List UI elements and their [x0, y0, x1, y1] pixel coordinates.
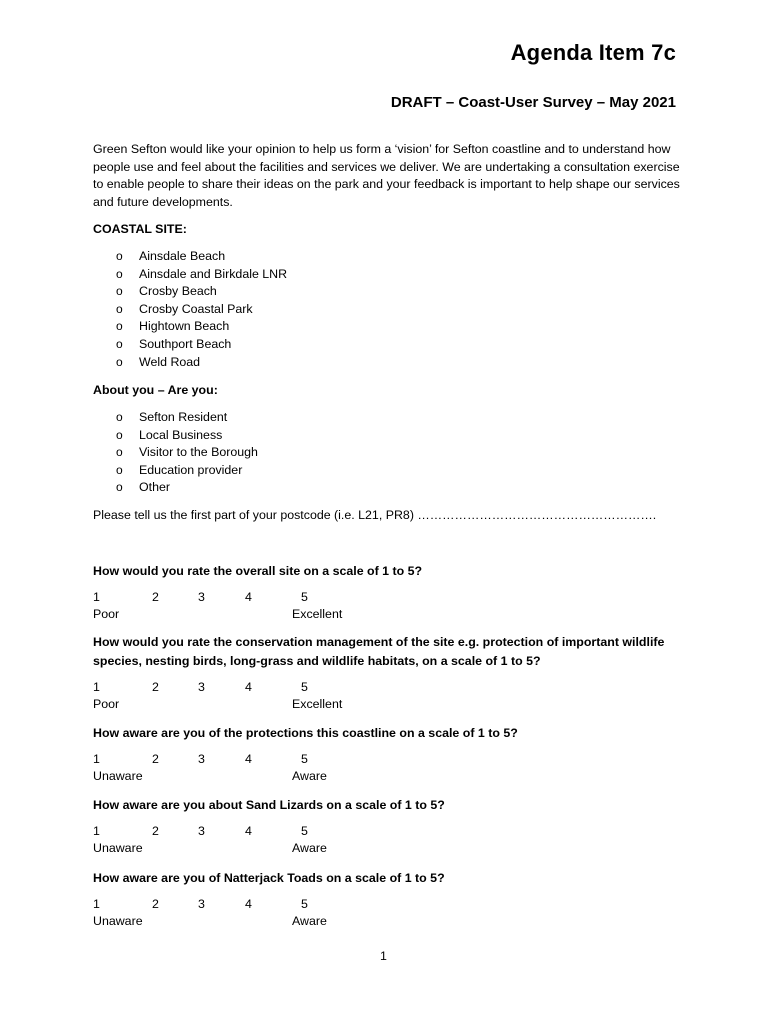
coastal-site-heading: COASTAL SITE: [93, 222, 187, 236]
radio-circle-icon: o [116, 354, 123, 369]
postcode-prompt[interactable]: Please tell us the first part of your postcode (i.e. L21, PR8) …………………………………………………. [93, 508, 657, 522]
scale-high-label: Excellent [292, 697, 343, 711]
coastal-site-option[interactable]: o Ainsdale Beach [116, 248, 287, 266]
rating-scale [93, 590, 493, 624]
coastal-site-option[interactable]: o Crosby Coastal Park [116, 301, 287, 319]
agenda-item-label: Agenda Item 7c [510, 40, 676, 65]
scale-option[interactable]: 3 [198, 680, 205, 694]
about-you-option[interactable]: o Education provider [116, 462, 258, 480]
question-overall-rating: How would you rate the overall site on a scale of 1 to 5? [93, 564, 423, 578]
rating-scale [93, 752, 493, 786]
scale-option[interactable]: 5 [301, 590, 308, 604]
radio-circle-icon: o [116, 301, 123, 316]
question-conservation-rating: How would you rate the conservation management of the site e.g. protection of important wildlife species, nesting birds, long-grass and wildlife habitats, on a scale of 1 to 5? [93, 635, 665, 668]
scale-option[interactable]: 1 [93, 824, 100, 838]
rating-scale [93, 680, 493, 714]
scale-high-label: Aware [292, 841, 327, 855]
scale-option[interactable]: 3 [198, 590, 205, 604]
coastal-site-options [116, 248, 287, 371]
radio-circle-icon: o [116, 462, 123, 477]
scale-option[interactable]: 2 [152, 824, 159, 838]
coastal-site-option[interactable]: o Hightown Beach [116, 318, 287, 336]
scale-option[interactable]: 1 [93, 680, 100, 694]
scale-option[interactable]: 2 [152, 897, 159, 911]
radio-circle-icon: o [116, 427, 123, 442]
page-number: 1 [380, 949, 387, 963]
survey-title: DRAFT – Coast-User Survey – May 2021 [390, 94, 676, 111]
radio-circle-icon: o [116, 480, 123, 495]
radio-circle-icon: o [116, 249, 123, 263]
scale-low-label: Unaware [93, 914, 143, 928]
scale-low-label: Unaware [93, 841, 143, 855]
scale-low-label: Poor [93, 607, 120, 621]
scale-option[interactable]: 5 [301, 897, 308, 911]
scale-option[interactable]: 4 [245, 897, 252, 911]
scale-option[interactable]: 1 [93, 752, 100, 766]
coastal-site-option[interactable]: o Weld Road [116, 354, 287, 372]
radio-circle-icon: o [116, 410, 123, 424]
rating-scale [93, 897, 493, 931]
question-sand-lizards-awareness: How aware are you about Sand Lizards on a scale of 1 to 5? [93, 798, 445, 812]
scale-option[interactable]: 2 [152, 680, 159, 694]
radio-circle-icon: o [116, 336, 123, 351]
about-you-options [116, 409, 258, 497]
scale-option[interactable]: 2 [152, 752, 159, 766]
about-you-option[interactable]: o Sefton Resident [116, 409, 258, 427]
scale-option[interactable]: 3 [198, 752, 205, 766]
about-you-option[interactable]: o Visitor to the Borough [116, 444, 258, 462]
scale-option[interactable]: 1 [93, 590, 100, 604]
question-natterjack-toads-awareness: How aware are you of Natterjack Toads on a scale of 1 to 5? [93, 871, 445, 885]
scale-option[interactable]: 4 [245, 824, 252, 838]
scale-high-label: Excellent [292, 607, 343, 621]
scale-option[interactable]: 4 [245, 590, 252, 604]
about-you-option[interactable]: o Other [116, 479, 258, 497]
scale-high-label: Aware [292, 769, 327, 783]
scale-option[interactable]: 1 [93, 897, 100, 911]
intro-paragraph: Green Sefton would like your opinion to help us form a ‘vision’ for Sefton coastline and to understand how people use and feel about the facilities and services we deliver. We are undertaking a consultation exercise to enable people to share their ideas on the park and your feedback is important to help shape our services and future developments. [93, 142, 680, 209]
scale-option[interactable]: 3 [198, 824, 205, 838]
about-you-heading: About you – Are you: [93, 383, 218, 397]
coastal-site-option[interactable]: o Crosby Beach [116, 283, 287, 301]
scale-option[interactable]: 5 [301, 680, 308, 694]
radio-circle-icon: o [116, 445, 123, 460]
scale-option[interactable]: 3 [198, 897, 205, 911]
scale-high-label: Aware [292, 914, 327, 928]
radio-circle-icon: o [116, 266, 123, 281]
radio-circle-icon: o [116, 284, 123, 299]
scale-option[interactable]: 5 [301, 752, 308, 766]
scale-low-label: Unaware [93, 769, 143, 783]
scale-low-label: Poor [93, 697, 120, 711]
scale-option[interactable]: 4 [245, 680, 252, 694]
radio-circle-icon: o [116, 319, 123, 334]
scale-option[interactable]: 2 [152, 590, 159, 604]
about-you-option[interactable]: o Local Business [116, 427, 258, 445]
scale-option[interactable]: 5 [301, 824, 308, 838]
coastal-site-option[interactable]: o Ainsdale and Birkdale LNR [116, 266, 287, 284]
question-protections-awareness: How aware are you of the protections this coastline on a scale of 1 to 5? [93, 726, 518, 740]
scale-option[interactable]: 4 [245, 752, 252, 766]
coastal-site-option[interactable]: o Southport Beach [116, 336, 287, 354]
rating-scale [93, 824, 493, 858]
